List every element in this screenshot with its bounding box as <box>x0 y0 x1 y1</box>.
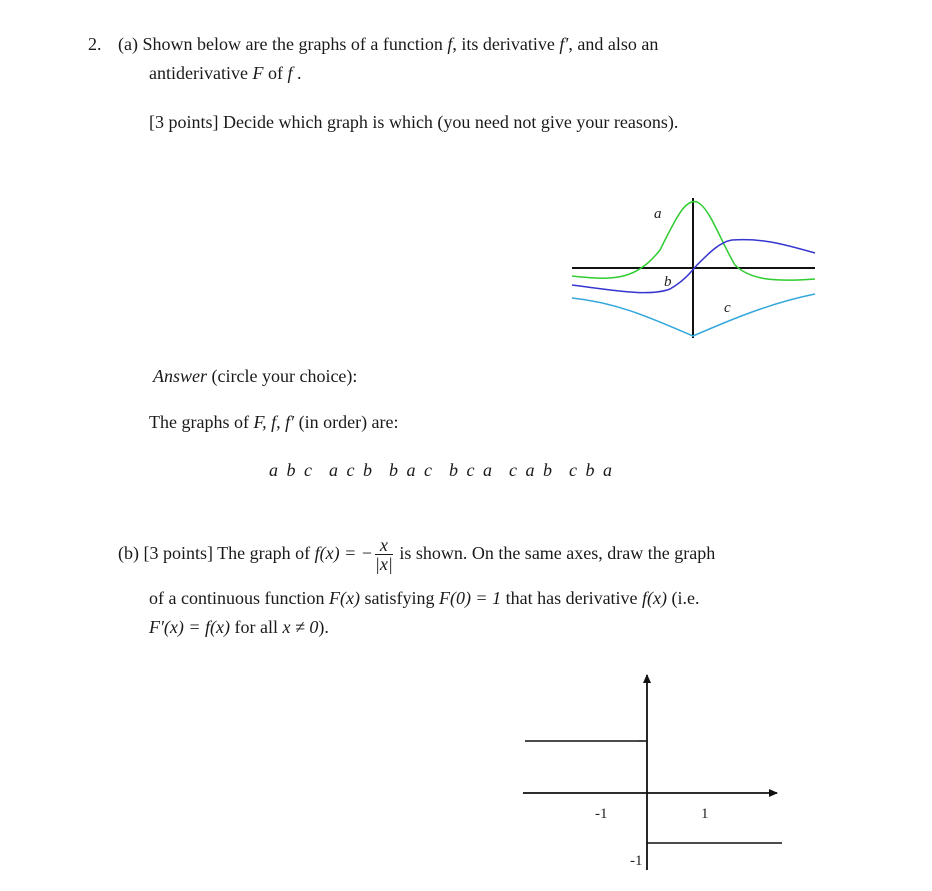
part-b-fx: f(x) = − <box>314 543 373 563</box>
part-b-line1 <box>118 530 715 586</box>
graph-a <box>560 180 830 355</box>
symbol-fprime: f′ <box>559 34 569 54</box>
order-funcs: F, f, f′ <box>253 412 295 432</box>
part-b-line3-cond: x ≠ 0 <box>282 617 319 637</box>
answer-rest: (circle your choice): <box>207 366 358 386</box>
order-line <box>149 412 399 433</box>
part-b-line3-mid: for all <box>234 617 279 637</box>
part-b-line3-end: ). <box>318 617 329 637</box>
order-prefix: The graphs of <box>149 412 249 432</box>
part-a-instruction: [3 points] Decide which graph is which (you need not give your reasons). <box>149 112 679 132</box>
graph-a-label-c: c <box>724 300 731 316</box>
part-b-label: (b) <box>118 543 139 563</box>
fraction-denominator: |x| <box>374 554 393 575</box>
part-b-line3-eq: F′(x) = f(x) <box>149 617 231 637</box>
problem-number: 2. <box>88 34 102 54</box>
part-b-line3 <box>149 617 329 638</box>
graph-b-x-pos-label: 1 <box>701 806 709 822</box>
choice-abc[interactable]: a b c <box>269 460 312 480</box>
choice-cba[interactable]: c b a <box>569 460 612 480</box>
part-a-line2-end: . <box>296 63 302 83</box>
part-b-fx2: f(x) <box>642 588 668 608</box>
symbol-f-2: f <box>287 63 293 83</box>
part-b-line2-prefix: of a continuous function <box>149 588 325 608</box>
part-b-text1-end: is shown. On the same axes, draw the graph <box>399 543 716 563</box>
part-a-label: (a) <box>118 34 138 54</box>
order-suffix: (in order) are: <box>298 412 399 432</box>
graph-b-x-neg-label: -1 <box>595 806 608 822</box>
symbol-F: F <box>252 63 264 83</box>
part-a-line2-prefix: antiderivative <box>149 63 248 83</box>
choice-bca[interactable]: b c a <box>449 460 492 480</box>
symbol-f: f <box>447 34 453 54</box>
graph-b-y-neg-label: -1 <box>630 853 643 869</box>
fraction-numerator: x <box>375 536 393 555</box>
part-a-line2-of: of <box>267 63 283 83</box>
part-b-cond: F(0) = 1 <box>438 588 502 608</box>
part-b-Fx: F(x) <box>328 588 360 608</box>
part-b-fraction <box>375 536 393 573</box>
choice-bac[interactable]: b a c <box>389 460 432 480</box>
part-b-text1: [3 points] The graph of <box>143 543 311 563</box>
graph-b <box>515 665 795 875</box>
part-a-line1-mid: , its derivative <box>452 34 555 54</box>
part-a-line1 <box>118 34 658 55</box>
part-a-line2 <box>149 63 301 84</box>
part-b-line2-mid2: that has derivative <box>505 588 638 608</box>
part-b-line2-mid: satisfying <box>364 588 435 608</box>
part-b-line2 <box>149 588 700 609</box>
graph-a-label-a: a <box>654 206 662 222</box>
choice-acb[interactable]: a c b <box>329 460 372 480</box>
part-a-line1-suffix: , and also an <box>568 34 659 54</box>
part-b-line2-end: (i.e. <box>671 588 700 608</box>
part-a-line1-prefix: Shown below are the graphs of a function <box>142 34 443 54</box>
answer-word: Answer <box>153 366 207 386</box>
answer-line <box>153 366 357 387</box>
choice-cab[interactable]: c a b <box>509 460 552 480</box>
graph-a-label-b: b <box>664 274 672 290</box>
